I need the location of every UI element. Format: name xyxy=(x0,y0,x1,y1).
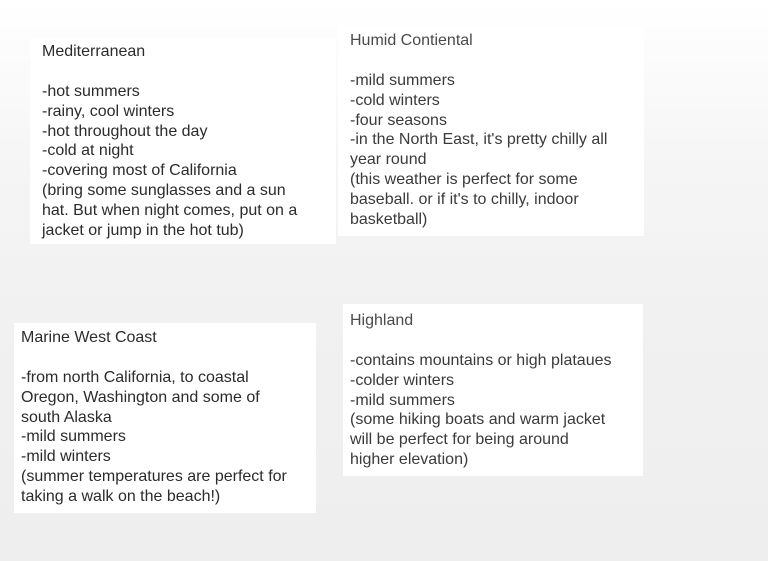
note-line: -mild winters xyxy=(21,448,111,466)
note-mediterranean xyxy=(30,38,336,244)
note-line: -contains mountains or high plataues xyxy=(350,352,612,369)
note-line: -mild summers xyxy=(350,72,455,89)
note-line: -in the North East, it's pretty chilly all xyxy=(350,131,608,149)
note-line: (bring some sunglasses and a sun xyxy=(42,181,286,199)
note-line: -cold winters xyxy=(350,91,440,109)
note-title: Highland xyxy=(350,312,414,329)
note-line: -four seasons xyxy=(350,111,447,129)
note-line: -cold at night xyxy=(42,142,134,160)
note-title: Mediterranean xyxy=(42,43,146,60)
note-line: taking a walk on the beach!) xyxy=(21,487,221,505)
note-line: (this weather is perfect for some xyxy=(350,170,578,188)
note-highland xyxy=(343,304,643,476)
note-line: baseball. or if it's to chilly, indoor xyxy=(350,190,579,208)
note-line: -mild summers xyxy=(21,428,126,446)
note-title: Marine West Coast xyxy=(21,329,157,346)
note-line: higher elevation) xyxy=(350,450,469,468)
note-line: year round xyxy=(350,151,427,169)
note-line: basketball) xyxy=(350,210,428,228)
note-line: -from north California, to coastal xyxy=(21,369,249,386)
note-line: -mild summers xyxy=(350,391,455,409)
note-marine-west-coast xyxy=(14,323,316,513)
note-line: -colder winters xyxy=(350,371,455,389)
note-line: -covering most of California xyxy=(42,162,237,180)
note-line: south Alaska xyxy=(21,408,112,426)
note-title: Humid Contiental xyxy=(350,32,473,49)
note-line: Oregon, Washington and some of xyxy=(21,388,260,406)
note-line: jacket or jump in the hot tub) xyxy=(42,221,244,239)
note-line: -hot throughout the day xyxy=(42,122,208,140)
note-line: -rainy, cool winters xyxy=(42,102,175,120)
note-humid-continental xyxy=(338,26,644,236)
note-line: (summer temperatures are perfect for xyxy=(21,467,287,485)
note-line: will be perfect for being around xyxy=(350,431,569,449)
note-line: hat. But when night comes, put on a xyxy=(42,201,298,219)
note-line: -hot summers xyxy=(42,83,140,100)
note-line: (some hiking boats and warm jacket xyxy=(350,411,606,429)
